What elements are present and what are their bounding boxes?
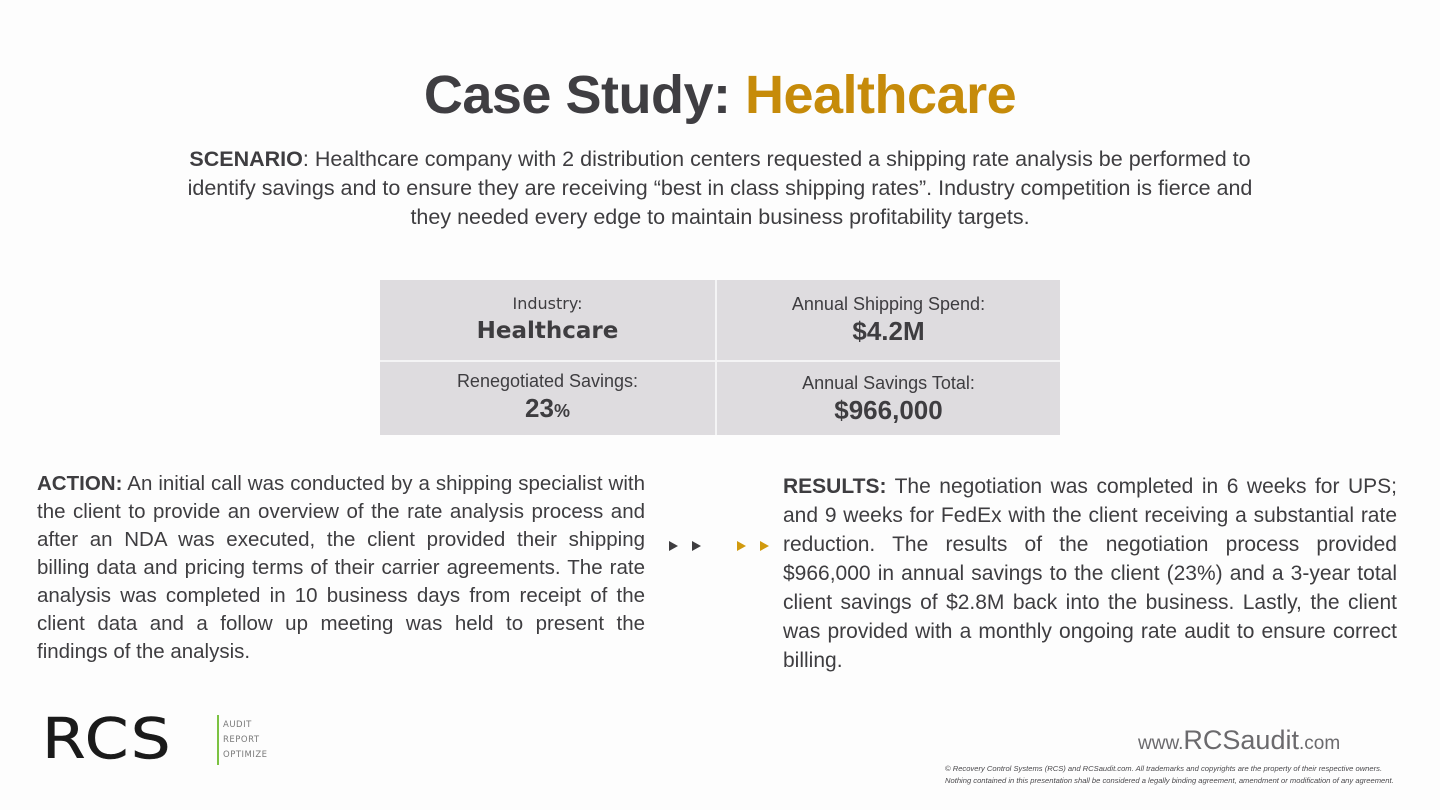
stat-annual-shipping-spend xyxy=(717,280,1060,360)
page-title xyxy=(0,64,1440,126)
stat-renegotiated-savings-number: 23 xyxy=(525,393,554,423)
copyright-line-2: Nothing contained in this presentation shall be considered a legally binding agreement, amendment or modification of any agreement. xyxy=(945,776,1394,785)
stat-annual-shipping-spend-label: Annual Shipping Spend: xyxy=(791,294,986,314)
scenario-paragraph xyxy=(180,145,1260,232)
action-paragraph xyxy=(37,470,645,666)
copyright-line-1: © Recovery Control Systems (RCS) and RCSaudit.com. All trademarks and copyrights are the property of their respective owners. xyxy=(945,764,1383,773)
rcs-logo xyxy=(42,707,268,772)
stat-annual-savings-total-label: Annual Savings Total: xyxy=(802,372,975,393)
arrow-right-icon xyxy=(692,541,701,551)
stat-industry xyxy=(380,280,715,360)
arrow-right-icon xyxy=(669,541,678,551)
scenario-label: SCENARIO xyxy=(189,147,303,171)
logo-mark: RCS xyxy=(42,707,173,772)
stat-renegotiated-savings xyxy=(380,362,715,435)
logo-tagline-audit: AUDIT xyxy=(223,719,252,730)
stats-table xyxy=(380,280,1060,435)
stat-industry-value: Healthcare xyxy=(476,318,619,344)
logo-tagline-report: REPORT xyxy=(223,734,260,745)
stat-industry-label: Industry: xyxy=(512,294,583,313)
results-paragraph xyxy=(783,472,1397,675)
stat-renegotiated-savings-value xyxy=(525,392,570,427)
scenario-text: : Healthcare company with 2 distribution centers requested a shipping rate analysis be performed to identify savings and to ensure they are receiving “best in class shipping rates”. Industry competition is fierce and they needed every edge to maintain business profitability targets. xyxy=(187,147,1253,229)
website-suffix: .com xyxy=(1298,733,1341,754)
copyright-notice xyxy=(945,763,1425,787)
stat-annual-shipping-spend-value: $4.2M xyxy=(852,316,925,346)
stat-annual-savings-total xyxy=(717,362,1060,435)
website-link[interactable] xyxy=(1138,725,1340,759)
title-prefix: Case Study: xyxy=(423,65,745,125)
stat-renegotiated-savings-unit: % xyxy=(553,401,570,421)
results-label: RESULTS: xyxy=(783,475,887,498)
action-text: An initial call was conducted by a shipping specialist with the client to provide an overview of the rate analysis process and after an NDA was executed, the client provided their shipping billing data and pricing terms of their carrier agreements. The rate analysis was completed in 10 business days from receipt of the client data and a follow up meeting was held to present the findings of the analysis. xyxy=(37,472,645,663)
title-highlight: Healthcare xyxy=(744,65,1017,125)
action-label: ACTION: xyxy=(37,472,123,495)
arrow-right-icon xyxy=(737,541,746,551)
stat-annual-savings-total-value: $966,000 xyxy=(834,394,943,425)
stat-renegotiated-savings-label: Renegotiated Savings: xyxy=(456,371,639,391)
arrow-right-icon xyxy=(760,541,769,551)
website-prefix: www. xyxy=(1138,733,1184,754)
logo-tagline-optimize: OPTIMIZE xyxy=(223,749,268,760)
results-text: The negotiation was completed in 6 weeks for UPS; and 9 weeks for FedEx with the client receiving a substantial rate reduction. The results of the negotiation process provided $966,000 in annual savings to the client (23%) and a 3-year total client savings of $2.8M back into the business. Lastly, the client was provided with a monthly ongoing rate audit to ensure correct billing. xyxy=(783,475,1397,672)
website-brand: RCSaudit xyxy=(1183,725,1299,755)
